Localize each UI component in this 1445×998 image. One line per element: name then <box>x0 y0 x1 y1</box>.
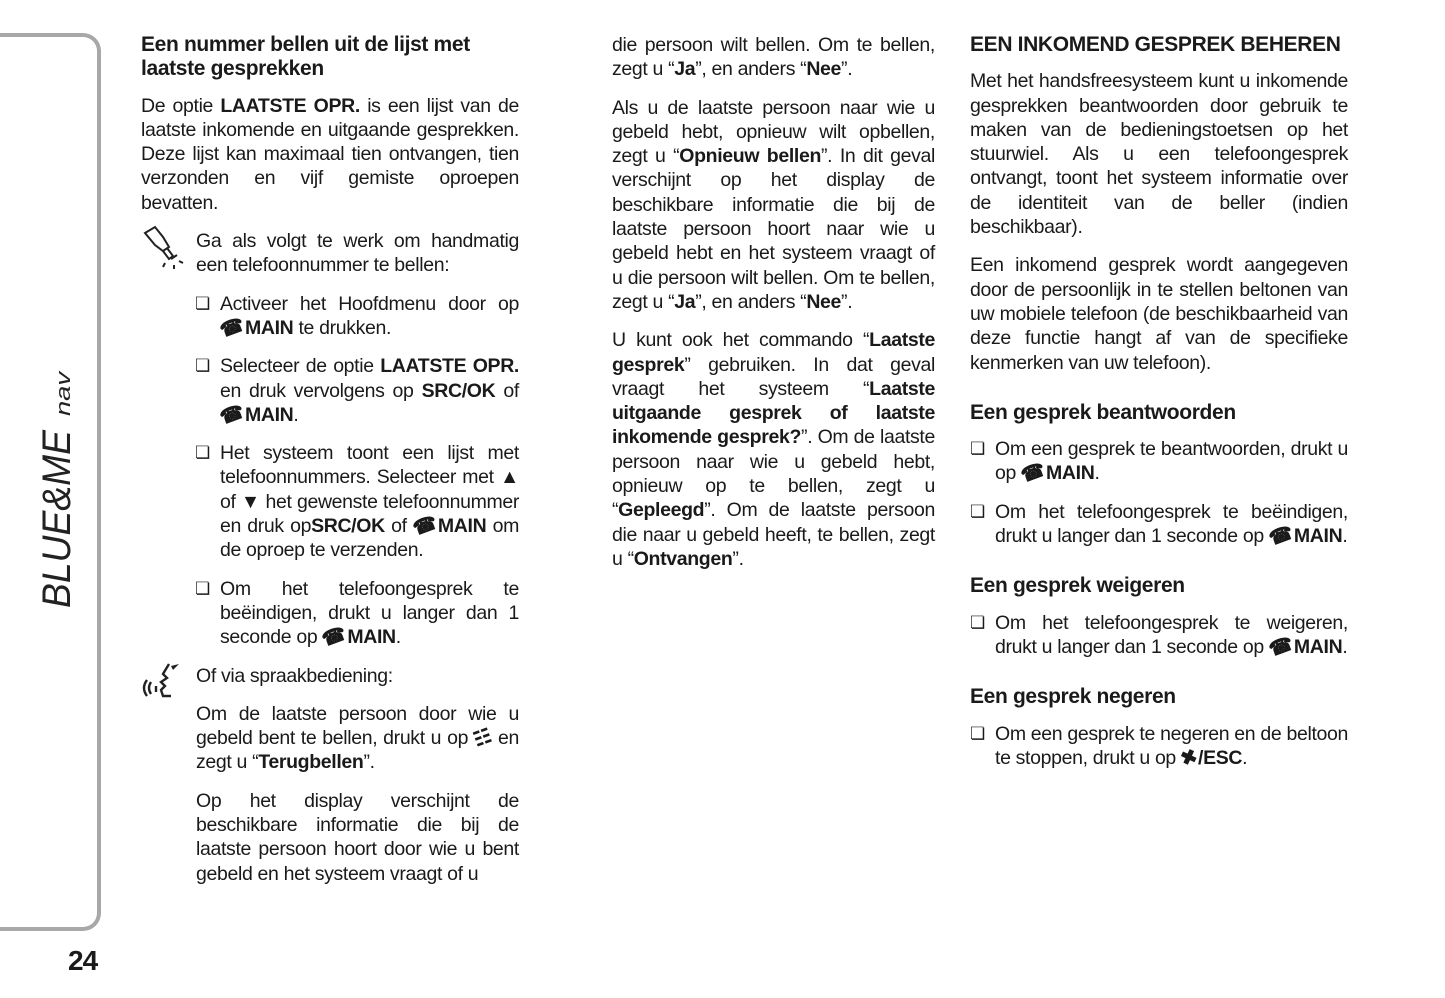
text: en druk vervolgens op <box>220 379 422 402</box>
subsection-heading <box>970 401 1348 425</box>
icon-paragraph <box>141 664 519 688</box>
paragraph <box>612 96 935 315</box>
text: ”, en anders “ <box>695 290 807 313</box>
bullet-item <box>195 354 519 430</box>
mute-icon: ✖ <box>1177 744 1201 771</box>
column-3 <box>970 33 1348 784</box>
paragraph <box>612 33 935 82</box>
text: Een gesprek negeren <box>970 685 1176 709</box>
paragraph <box>141 702 519 775</box>
text: ”. In dit geval verschijnt op het display de beschikbare informatie die bij de laatste persoon hoort naar wie u gebeld hebt en het systeem vraagt of u die persoon wilt bellen. Om te bellen, zegt u “ <box>612 145 936 313</box>
bold-text: LAATSTE OPR. <box>220 94 360 117</box>
text: Op het display verschijnt de beschikbare informatie die bij de laatste persoon hoort door wie u bent gebeld en het systeem vraagt of u <box>196 789 519 885</box>
svg-text:BLUE&ME: BLUE&ME <box>35 416 79 608</box>
text: . <box>395 626 401 649</box>
paragraph <box>141 94 519 215</box>
text: Een gesprek beantwoorden <box>970 400 1236 424</box>
text: Het systeem toont een lijst met telefoonnummers. Selecteer met ▲ of ▼ het gewenste telefoonnummer en druk op <box>220 442 519 538</box>
bold-text: MAIN <box>1293 635 1343 658</box>
bold-text: /ESC <box>1198 746 1243 769</box>
paragraph <box>970 69 1348 239</box>
text: Activeer het Hoofdmenu door op <box>220 292 519 315</box>
icon-paragraph <box>141 229 519 278</box>
text: Als u de laatste persoon naar wie u gebeld hebt, opnieuw wilt opbellen, zegt u “ <box>612 96 935 168</box>
paragraph <box>970 253 1348 374</box>
text: ”. <box>363 751 375 774</box>
text: Een nummer bellen uit de lijst met laatste gesprekken <box>141 33 470 81</box>
voice-command-icon <box>141 660 185 704</box>
text: Of via spraakbediening: <box>196 664 393 687</box>
bold-text: Nee <box>806 58 842 81</box>
text: . <box>1242 746 1248 769</box>
text: ”, en anders “ <box>695 58 807 81</box>
page-number: 24 <box>68 945 98 976</box>
blue-and-me-nav-logo <box>22 360 82 610</box>
bold-text: MAIN <box>437 515 487 538</box>
text: Om een gesprek te beantwoorden, drukt u op <box>995 438 1348 485</box>
text: Met het handsfreesysteem kunt u inkomende gesprekken beantwoorden door gebruik te maken van de bedieningstoetsen op het stuurwiel. Als u een telefoongesprek ontvangt, toont het systeem informatie over de identiteit van de beller (indien beschikbaar). <box>970 70 1348 239</box>
text: . <box>1342 635 1348 658</box>
text: . <box>293 403 299 426</box>
text: ”. <box>732 547 744 570</box>
text: ” gebruiken. In dat geval vraagt het systeem “ <box>612 353 935 400</box>
text: Selecteer de optie <box>220 355 381 378</box>
bold-text: Gepleegd <box>618 499 705 522</box>
bold-text: Nee <box>806 290 842 313</box>
bold-text: Opnieuw bellen <box>679 145 822 168</box>
text: De optie <box>141 94 221 117</box>
text: U kunt ook het commando “ <box>612 329 870 352</box>
phone-icon: ☎ <box>1265 521 1296 551</box>
column-1 <box>141 33 519 900</box>
bullet-item <box>970 611 1348 660</box>
text: Een gesprek weigeren <box>970 574 1185 598</box>
text: ”. Om de laatste persoon naar wie u gebeld hebt, opnieuw op te bellen, zegt u “ <box>612 426 935 522</box>
bold-text: LAATSTE OPR. <box>380 355 519 378</box>
phone-icon: ☎ <box>319 622 350 652</box>
phone-icon: ☎ <box>1017 459 1049 488</box>
bold-text: Terugbellen <box>258 751 364 774</box>
bold-text: MAIN <box>347 626 396 649</box>
paragraph <box>612 328 935 571</box>
bullet-item <box>195 577 519 650</box>
bold-text: MAIN <box>1046 462 1095 485</box>
subsection-heading <box>970 685 1348 709</box>
bold-text: Ja <box>674 290 696 313</box>
text: Om het telefoongesprek te beëindigen, drukt u langer dan 1 seconde op <box>995 500 1348 548</box>
phone-icon: ☎ <box>216 313 247 343</box>
column-2 <box>612 33 935 585</box>
hand-press-icon <box>141 225 185 269</box>
text: Ga als volgt te werk om handmatig een telefoonnummer te bellen: <box>196 230 519 277</box>
bold-text: Laatste uitgaande gesprek of laatste inkomende gesprek? <box>612 377 935 449</box>
bullet-item <box>195 441 519 562</box>
text: ”. <box>841 58 853 81</box>
text: Om de laatste persoon door wie u gebeld bent te bellen, drukt u op <box>196 702 519 750</box>
text: of <box>495 379 519 402</box>
text: . <box>1342 525 1348 548</box>
section-heading <box>970 33 1348 57</box>
paragraph <box>141 789 519 886</box>
bold-text: SRC/OK <box>421 379 496 402</box>
bullet-item <box>195 292 519 341</box>
text: is een lijst van de laatste inkomende en uitgaande gesprekken. Deze lijst kan maximaal tien ontvangen, tien verzonden en vijf gemiste oproepen bevatten. <box>141 94 519 214</box>
svg-text:nav: nav <box>53 383 75 416</box>
text: die persoon wilt bellen. Om te bellen, zegt u “ <box>612 34 935 81</box>
phone-icon: ☎ <box>409 511 440 541</box>
bold-text: MAIN <box>1293 525 1343 548</box>
section-heading <box>141 33 519 82</box>
subsection-heading <box>970 574 1348 598</box>
phone-icon: ☎ <box>1265 632 1296 662</box>
text: ”. <box>841 290 853 313</box>
text: ”. Om de laatste persoon die naar u gebeld heeft, te bellen, zegt u “ <box>612 499 935 570</box>
bullet-item <box>970 437 1348 486</box>
text: EEN INKOMEND GESPREK BEHEREN <box>970 33 1341 56</box>
text: of <box>384 515 413 538</box>
bullet-item <box>970 500 1348 549</box>
bold-text: Laatste gesprek <box>612 329 935 376</box>
bold-text: Ontvangen <box>633 547 733 570</box>
text: Om een gesprek te negeren en de beltoon te stoppen, drukt u op <box>995 722 1348 769</box>
text: Een inkomend gesprek wordt aangegeven door de persoonlijk in te stellen beltonen van uw mobiele telefoon (de beschikbaarheid van deze functie hangt af van de specifieke kenmerken van uw telefoon). <box>970 254 1348 374</box>
phone-icon: ☎ <box>216 400 247 430</box>
text: Om het telefoongesprek te beëindigen, drukt u langer dan 1 seconde op <box>220 577 519 649</box>
text: te drukken. <box>293 316 392 339</box>
voice-button-icon: ☷ <box>470 724 495 752</box>
text: om de oproep te verzenden. <box>220 515 519 562</box>
text: Om het telefoongesprek te weigeren, drukt u langer dan 1 seconde op <box>995 611 1348 658</box>
bullet-item <box>970 722 1348 771</box>
text: en zegt u “ <box>196 727 519 774</box>
bold-text: MAIN <box>244 316 294 339</box>
bold-text: MAIN <box>244 403 294 426</box>
bold-text: SRC/OK <box>311 515 385 538</box>
text: . <box>1094 462 1100 485</box>
bold-text: Ja <box>674 58 696 81</box>
